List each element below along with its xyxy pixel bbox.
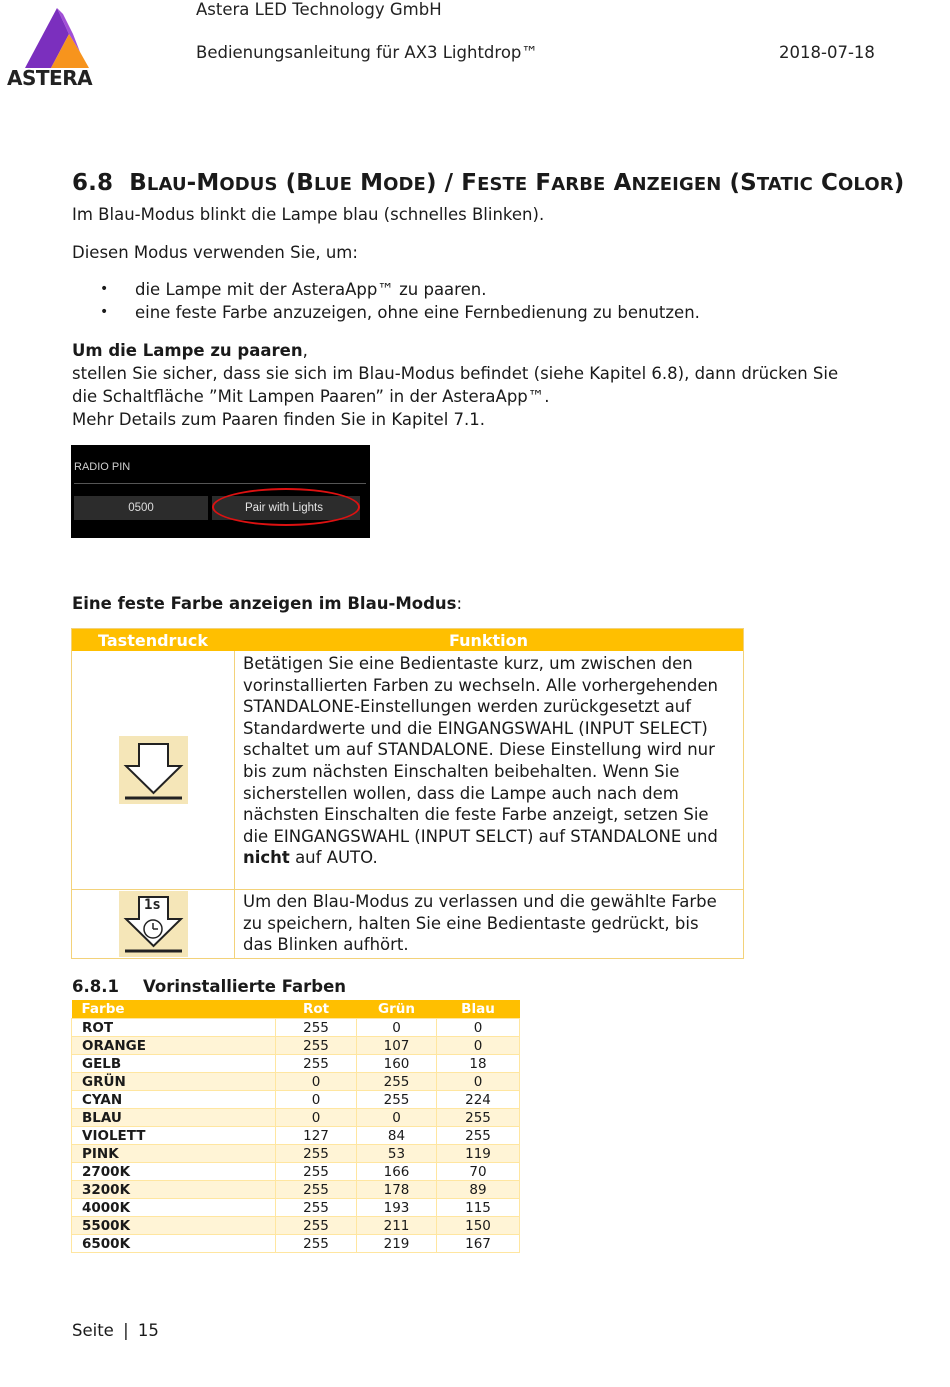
cell-color: ORANGE	[72, 1037, 276, 1055]
long-press-icon-label: 1s	[144, 897, 161, 913]
page-separator: |	[123, 1321, 129, 1340]
use-list	[100, 278, 700, 324]
table-row	[72, 1235, 520, 1253]
cell-blue: 0	[437, 1019, 520, 1037]
cell-red: 255	[276, 1019, 357, 1037]
header-doc-title: Bedienungsanleitung für AX3 Lightdrop™	[196, 43, 538, 62]
short-press-text-end: auf AUTO.	[289, 848, 378, 868]
cell-blue: 167	[437, 1235, 520, 1253]
function-table-header	[72, 629, 743, 651]
cell-red: 255	[276, 1145, 357, 1163]
cell-red: 0	[276, 1091, 357, 1109]
long-press-icon	[119, 891, 188, 957]
cell-color: PINK	[72, 1145, 276, 1163]
table-row	[72, 1199, 520, 1217]
radio-pin-label: RADIO PIN	[74, 461, 131, 473]
col-farbe: Farbe	[72, 1000, 276, 1019]
cell-red: 127	[276, 1127, 357, 1145]
cell-blue: 18	[437, 1055, 520, 1073]
col-tastendruck: Tastendruck	[98, 631, 208, 650]
pair-line-2: die Schaltfläche ”Mit Lampen Paaren” in der AsteraApp™.	[72, 387, 550, 406]
col-rot: Rot	[276, 1000, 357, 1019]
radio-pin-field: 0500	[74, 496, 208, 520]
col-funktion: Funktion	[448, 631, 529, 650]
cell-red: 255	[276, 1181, 357, 1199]
presets-header-row	[72, 1000, 520, 1019]
cell-green: 255	[357, 1073, 437, 1091]
cell-green: 0	[357, 1109, 437, 1127]
cell-red: 255	[276, 1037, 357, 1055]
divider	[74, 483, 366, 484]
cell-blue: 150	[437, 1217, 520, 1235]
cell-green: 84	[357, 1127, 437, 1145]
cell-green: 160	[357, 1055, 437, 1073]
function-table	[71, 628, 744, 959]
cell-color: ROT	[72, 1019, 276, 1037]
cell-color: VIOLETT	[72, 1127, 276, 1145]
cell-color: BLAU	[72, 1109, 276, 1127]
page-label: Seite	[72, 1321, 114, 1340]
cell-color: 6500K	[72, 1235, 276, 1253]
cell-green: 193	[357, 1199, 437, 1217]
short-press-description	[243, 653, 738, 869]
table-row	[72, 1127, 520, 1145]
cell-green: 166	[357, 1163, 437, 1181]
cell-green: 219	[357, 1235, 437, 1253]
cell-blue: 0	[437, 1073, 520, 1091]
cell-color: 2700K	[72, 1163, 276, 1181]
table-row	[72, 1091, 520, 1109]
pair-heading	[72, 339, 308, 362]
presets-table	[71, 1000, 520, 1253]
cell-blue: 115	[437, 1199, 520, 1217]
cell-red: 0	[276, 1109, 357, 1127]
header-date: 2018-07-18	[779, 43, 875, 62]
pair-heading-comma: ,	[302, 341, 308, 360]
row-divider	[72, 889, 743, 890]
cell-blue: 255	[437, 1109, 520, 1127]
static-color-heading-bold: Eine feste Farbe anzeigen im Blau-Modus	[72, 594, 457, 613]
cell-red: 255	[276, 1217, 357, 1235]
highlight-oval	[212, 488, 360, 526]
list-item: • die Lampe mit der AsteraApp™ zu paaren.	[100, 278, 700, 301]
short-press-text: Betätigen Sie eine Bedientaste kurz, um zwischen den vorinstallierten Farben zu wechseln. Alle vorhergehenden STANDALONE-Einstellungen werden zurückgesetzt auf Standardwerte und die EINGANGSWAHL (INPUT SELECT) schaltet um auf STANDALONE. Diese Einstellung wird nur bis zum nächsten Einschalten beibehalten. Wenn Sie sicherstellen wollen, dass die Lampe auch nach dem nächsten Einschalten die feste Farbe anzeigt, setzen Sie die EINGANGSWAHL (INPUT SELCT) auf STANDALONE und	[243, 654, 718, 846]
cell-red: 255	[276, 1163, 357, 1181]
cell-green: 107	[357, 1037, 437, 1055]
cell-blue: 119	[437, 1145, 520, 1163]
app-screenshot	[71, 445, 370, 538]
cell-color: CYAN	[72, 1091, 276, 1109]
header-company: Astera LED Technology GmbH	[196, 0, 442, 19]
cell-green: 211	[357, 1217, 437, 1235]
cell-blue: 255	[437, 1127, 520, 1145]
table-row	[72, 1181, 520, 1199]
table-row	[72, 1217, 520, 1235]
cell-color: 3200K	[72, 1181, 276, 1199]
short-press-icon	[119, 736, 188, 804]
column-divider	[234, 651, 235, 958]
table-row	[72, 1055, 520, 1073]
section-number: 6.8	[72, 170, 114, 196]
table-row	[72, 1109, 520, 1127]
pair-heading-bold: Um die Lampe zu paaren	[72, 341, 303, 360]
short-press-bold: nicht	[243, 848, 290, 868]
cell-blue: 70	[437, 1163, 520, 1181]
static-color-heading	[72, 592, 462, 615]
cell-color: 5500K	[72, 1217, 276, 1235]
cell-red: 0	[276, 1073, 357, 1091]
use-lead: Diesen Modus verwenden Sie, um:	[72, 243, 358, 262]
pair-line-1: stellen Sie sicher, dass sie sich im Blau-Modus befindet (siehe Kapitel 6.8), dann drücken Sie	[72, 364, 839, 383]
page-number: 15	[137, 1321, 159, 1340]
col-gruen: Grün	[357, 1000, 437, 1019]
cell-green: 0	[357, 1019, 437, 1037]
intro-text: Im Blau-Modus blinkt die Lampe blau (schnelles Blinken).	[72, 205, 545, 224]
cell-green: 53	[357, 1145, 437, 1163]
pair-line-3: Mehr Details zum Paaren finden Sie in Kapitel 7.1.	[72, 410, 486, 429]
long-press-description: Um den Blau-Modus zu verlassen und die gewählte Farbe zu speichern, halten Sie eine Bedientaste gedrückt, bis das Blinken aufhört.	[243, 892, 717, 955]
table-row	[72, 1037, 520, 1055]
cell-color: GELB	[72, 1055, 276, 1073]
cell-color: 4000K	[72, 1199, 276, 1217]
table-row	[72, 1163, 520, 1181]
table-row	[72, 1073, 520, 1091]
cell-color: GRÜN	[72, 1073, 276, 1091]
pair-with-lights-button: Pair with Lights	[245, 502, 323, 514]
table-row	[72, 1145, 520, 1163]
cell-green: 178	[357, 1181, 437, 1199]
cell-red: 255	[276, 1055, 357, 1073]
static-color-heading-colon: :	[456, 594, 463, 613]
astera-logo	[5, 0, 105, 92]
cell-red: 255	[276, 1199, 357, 1217]
presets-heading	[72, 977, 346, 996]
cell-blue: 224	[437, 1091, 520, 1109]
section-heading: 6.8 BLAU-MODUS (BLUE MODE) / FESTE FARBE ANZEIGEN (STATIC COLOR)	[72, 170, 905, 196]
presets-number: 6.8.1	[72, 977, 119, 996]
cell-blue: 89	[437, 1181, 520, 1199]
table-row	[72, 1019, 520, 1037]
page-footer	[72, 1321, 159, 1340]
cell-green: 255	[357, 1091, 437, 1109]
col-blau: Blau	[437, 1000, 520, 1019]
cell-red: 255	[276, 1235, 357, 1253]
logo-wordmark: ASTERA	[7, 66, 93, 90]
list-item: • eine feste Farbe anzuzeigen, ohne eine Fernbedienung zu benutzen.	[100, 301, 700, 324]
cell-blue: 0	[437, 1037, 520, 1055]
presets-title: Vorinstallierte Farben	[142, 977, 347, 996]
